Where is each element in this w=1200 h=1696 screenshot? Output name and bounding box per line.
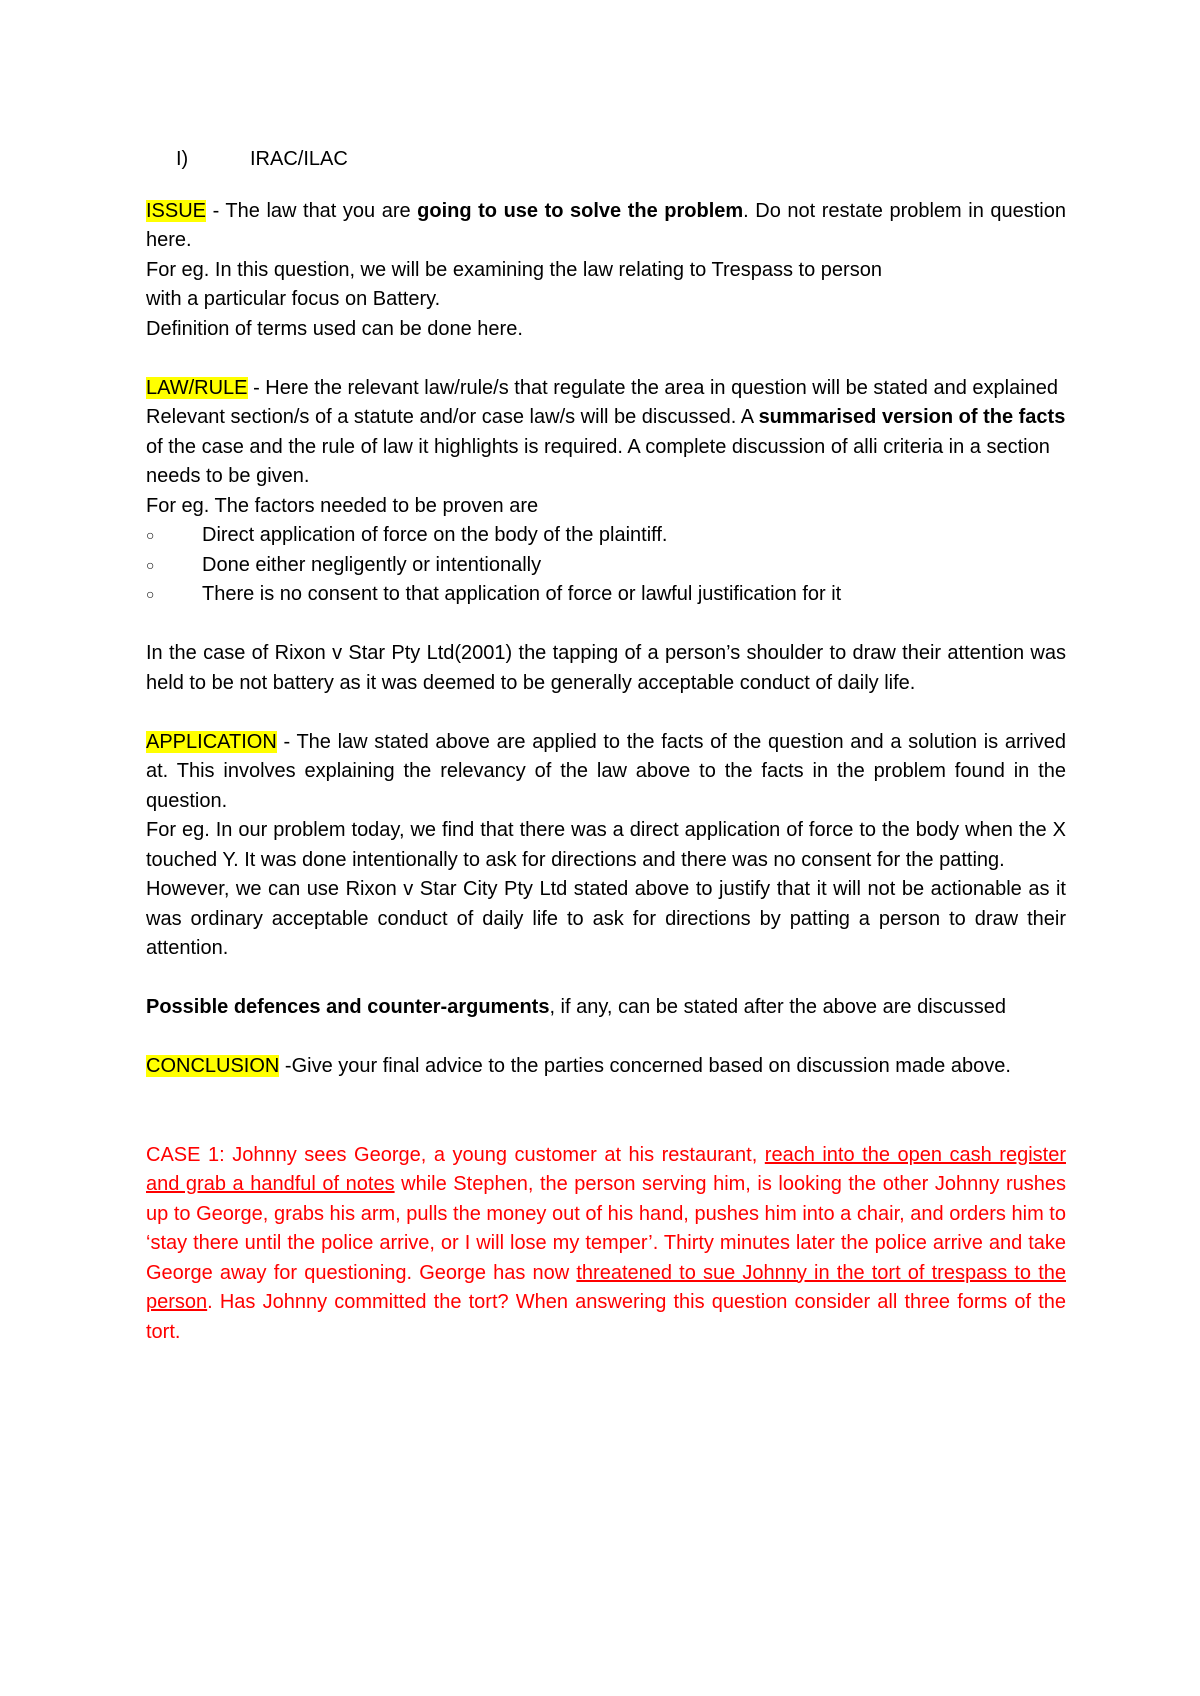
rule-label: LAW/RULE [146,376,248,399]
issue-definition-note: Definition of terms used can be done here. [146,317,523,340]
list-item [146,551,1066,581]
application-text: - The law stated above are applied to the facts of the question and a solution is arrived at. This involves explaining the relevancy of the law above to the facts in the problem found in the question. [146,730,1066,812]
issue-text-a: - The law that you are [206,199,418,222]
conclusion-text: -Give your final advice to the parties concerned based on discussion made above. [279,1055,1011,1077]
rule-case-paragraph: In the case of Rixon v Star Pty Ltd(2001) the tapping of a person’s shoulder to draw their attention was held to be not battery as it was deemed to be generally acceptable conduct of daily life. [146,642,1066,694]
list-item-text: Done either negligently or intentionally [202,553,542,576]
list-item [146,580,1066,610]
issue-text-b: . Do not restate problem in question here. [146,199,1066,251]
circle-bullet-icon: ○ [146,556,155,573]
issue-paragraph [146,197,1066,256]
application-example: For eg. In our problem today, we find that there was a direct application of force to the body when the X touched Y. It was done intentionally to ask for directions and there was no consent for the patting. [146,819,1066,871]
case-1-text-b: while Stephen, the person serving him, is looking the other Johnny rushes up to George, grabs his arm, pulls the money out of his hand, pushes him into a chair, and orders him to ‘stay there until the police arrive, or I will lose my temper’. Thirty minutes later the police arrive and take George away for questioning. George has now [146,1173,1066,1284]
document-body [146,145,1066,1347]
case-1-text-c: . Has Johnny committed the tort? When answering this question consider all three forms of the tort. [146,1291,1066,1343]
list-item-text: There is no consent to that application of force or lawful justification for it [202,583,842,605]
rule-example-intro: For eg. The factors needed to be proven are [146,494,539,517]
issue-bold-text: going to use to solve the problem [417,199,744,222]
application-label: APPLICATION [146,730,277,753]
issue-example: For eg. In this question, we will be examining the law relating to Trespass to person [146,258,882,281]
application-paragraph [146,728,1066,817]
rule-text: - Here the relevant law/rule/s that regulate the area in question will be stated and explained [247,376,1059,399]
defences-bold-text: Possible defences and counter-arguments [146,996,550,1018]
rule-sections-paragraph [146,403,1066,492]
case-1-paragraph [146,1141,1066,1348]
rule-sections-text-b: of the case and the rule of law it highlights is required. A complete discussion of alli criteria in a section needs to be given. [146,435,1050,487]
rule-factors-list [146,521,1066,610]
rule-sections-text-a: Relevant section/s of a statute and/or case law/s will be discussed. A [146,406,759,428]
case-1-text-a: Johnny sees George, a young customer at his restaurant, [224,1143,765,1166]
defences-text: , if any, can be stated after the above are discussed [549,996,1007,1018]
list-item-text: Direct application of force on the body of the plaintiff. [202,524,668,546]
issue-example-focus: with a particular focus on Battery. [146,288,441,310]
conclusion-paragraph [146,1052,1066,1082]
heading-title: IRAC/ILAC [250,148,348,170]
section-heading [176,145,1066,175]
case-1-label: CASE 1: [146,1143,225,1166]
list-item [146,521,1066,551]
case-1-underlined-text-1: reach into the open cash register and grab a handful of notes [146,1143,1066,1195]
rule-bold-text: summarised version of the facts [758,406,1066,428]
application-justification: However, we can use Rixon v Star City Pty Ltd stated above to justify that it will not be actionable as it was ordinary acceptable conduct of daily life to ask for directions by patting a person to draw their attention. [146,878,1066,959]
defences-paragraph [146,993,1066,1023]
conclusion-label: CONCLUSION [146,1055,280,1077]
circle-bullet-icon: ○ [146,527,155,543]
rule-paragraph [146,374,1066,404]
heading-number: I) [176,148,189,170]
case-1-underlined-text-2: threatened to sue Johnny in the tort of trespass to the person [146,1261,1067,1313]
issue-label: ISSUE [146,199,207,222]
circle-bullet-icon: ○ [146,586,155,602]
